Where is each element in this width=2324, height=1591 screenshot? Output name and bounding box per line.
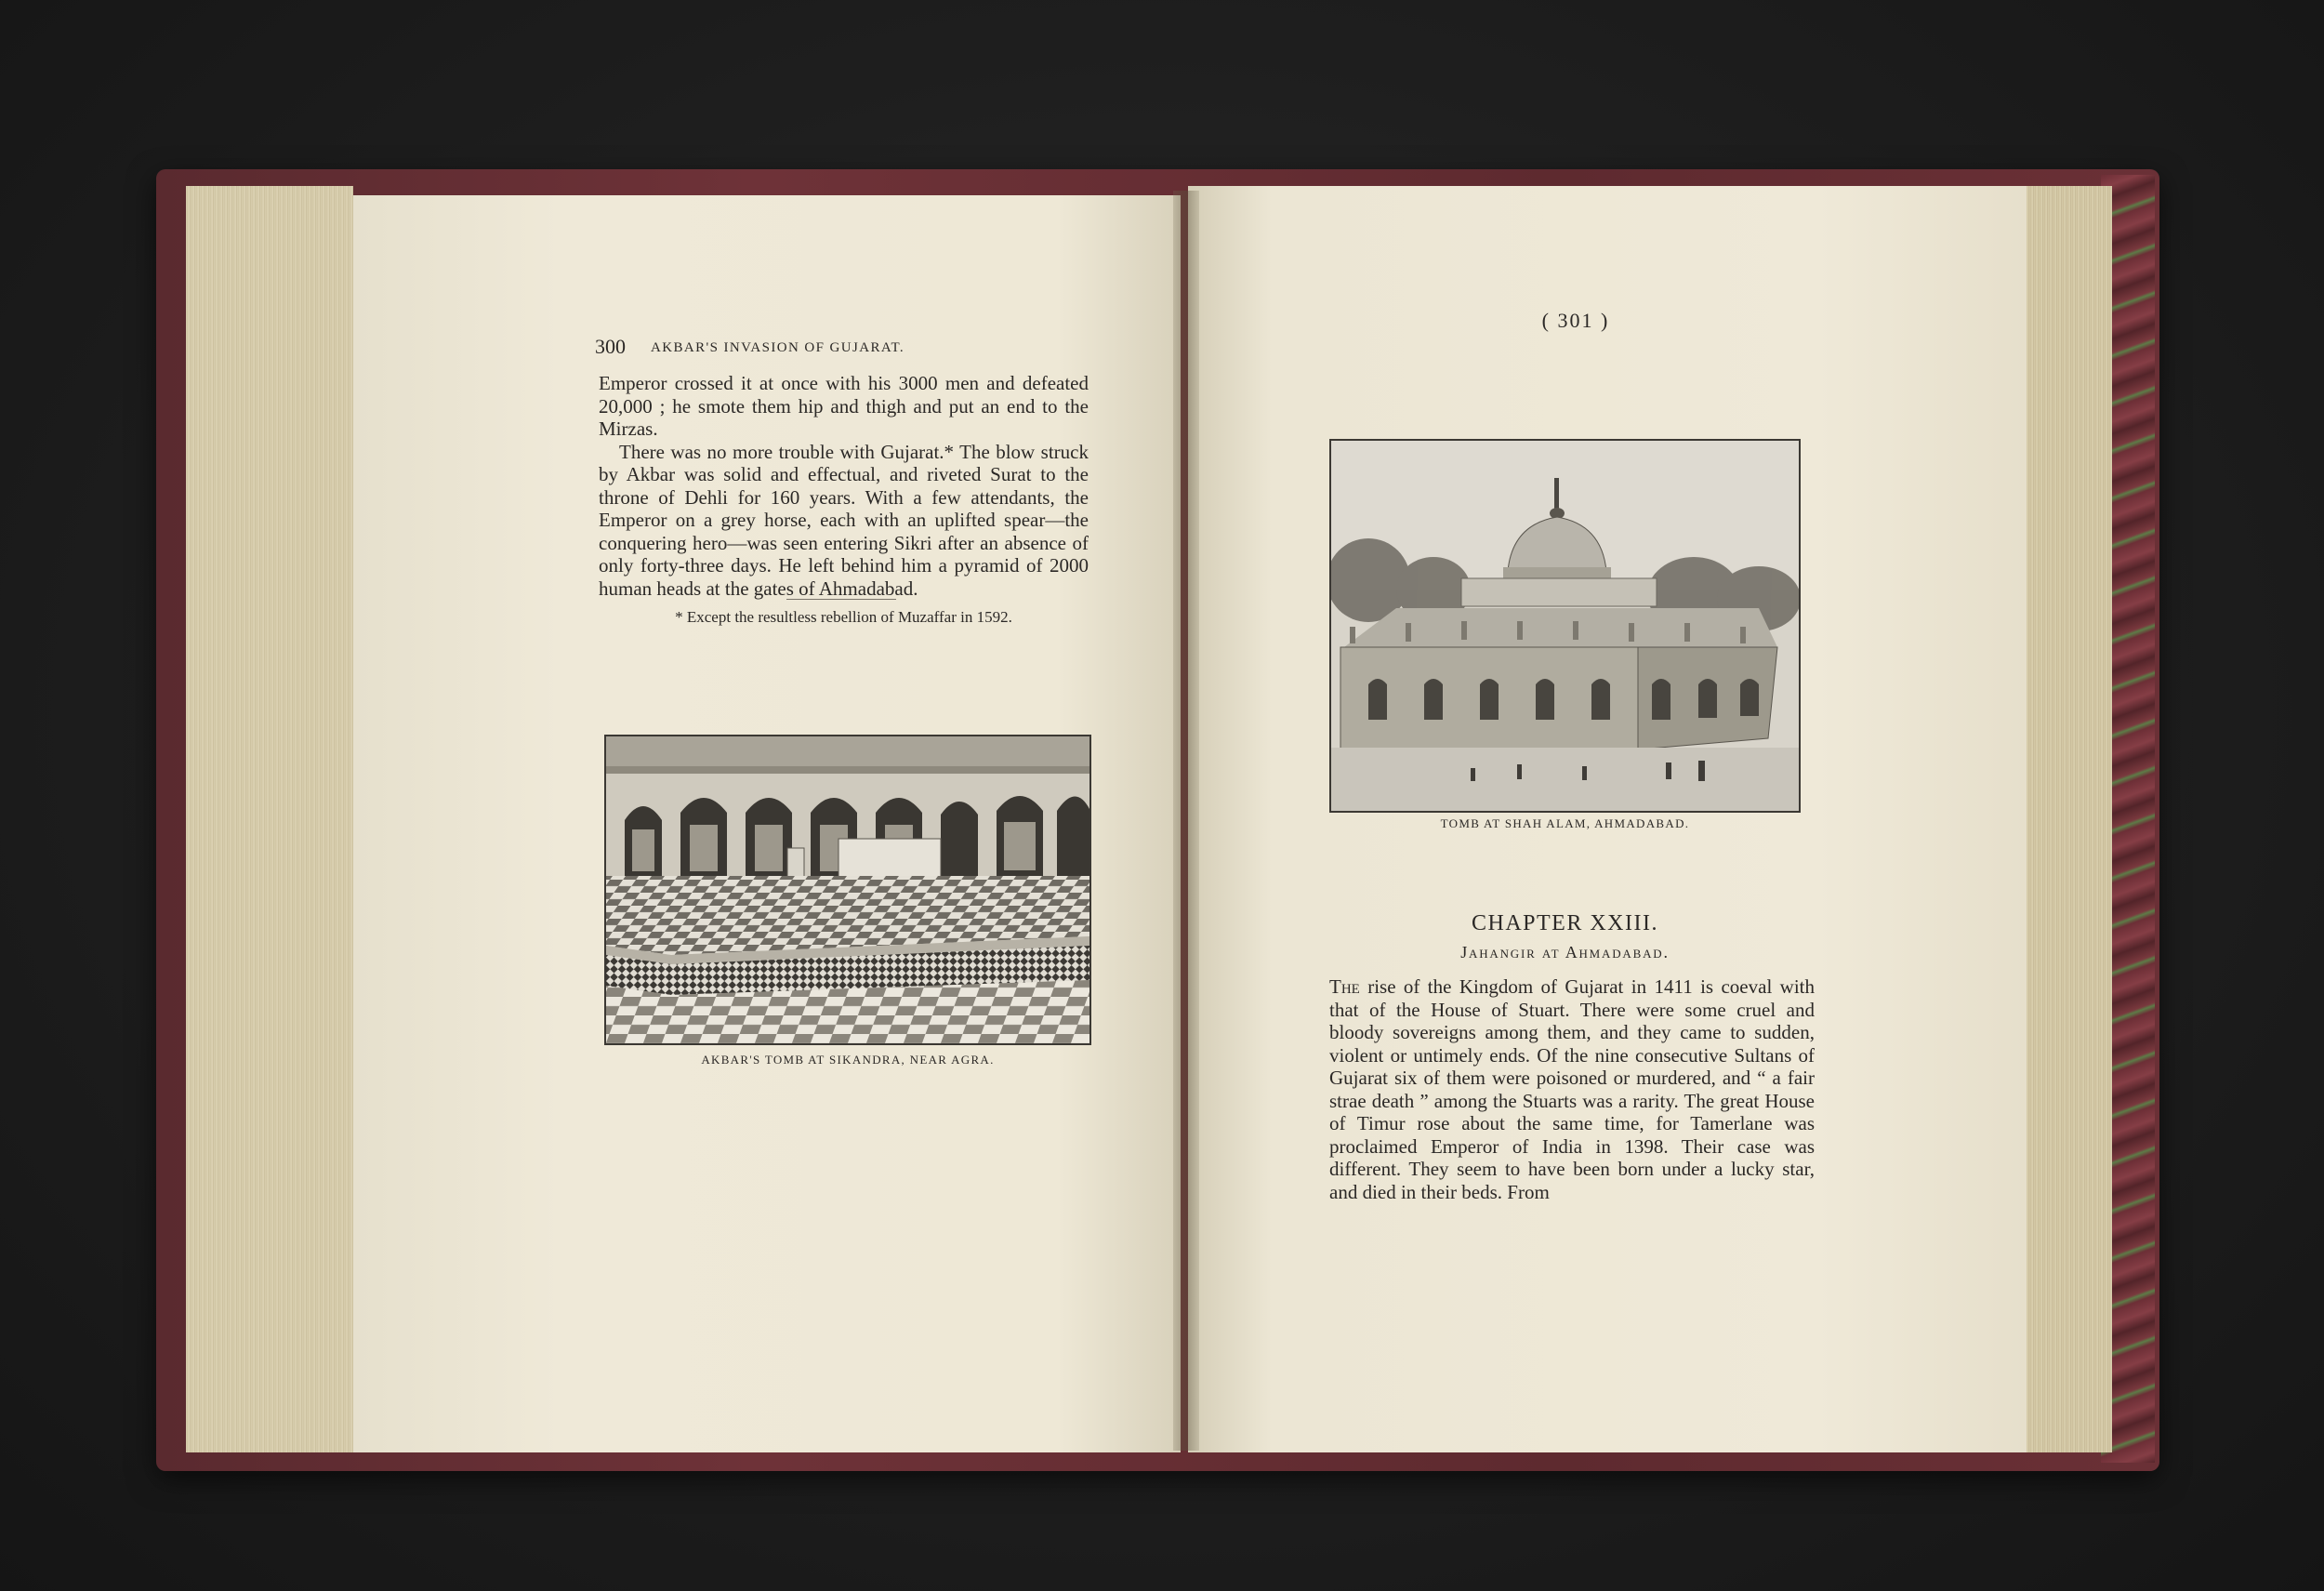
left-page-body — [599, 372, 1089, 600]
left-paragraph-2: There was no more trouble with Gujarat.* The blow struck by Akbar was solid and effectual, and riveted Surat to the throne of Dehli for 160 years. With a few attendants, the Emperor on a grey horse, each with an uplifted spear—the conquering hero—was seen entering Sikri after an absence of only forty-three days. He left behind him a pyramid of 2000 human heads at the gates of Ahmadabad. — [599, 440, 1089, 600]
footnote-rule — [786, 599, 896, 600]
left-paragraph-1: Emperor crossed it at once with his 3000 men and defeated 20,000 ; he smote them hip and thigh and put an end to the Mirzas. — [599, 372, 1089, 440]
akbar-tomb-caption: AKBAR'S TOMB AT SIKANDRA, NEAR AGRA. — [701, 1053, 995, 1067]
shah-alam-tomb-photo — [1329, 439, 1801, 813]
drop-word: The — [1329, 975, 1360, 998]
running-head: AKBAR'S INVASION OF GUJARAT. — [651, 340, 905, 355]
chapter-title: CHAPTER XXIII. — [1472, 911, 1658, 935]
book-gutter — [1173, 191, 1199, 1451]
footnote: * Except the resultless rebellion of Muzaffar in 1592. — [675, 608, 1012, 626]
shah-alam-caption: TOMB AT SHAH ALAM, AHMADABAD. — [1440, 816, 1690, 830]
left-page-edges — [186, 186, 353, 1452]
right-page-number: ( 301 ) — [1541, 309, 1610, 332]
chapter-subtitle: Jahangir at Ahmadabad. — [1460, 943, 1670, 961]
right-body-text: rise of the Kingdom of Gujarat in 1411 is coeval with that of the House of Stuart. There were some cruel and bloody sovereigns among them, and they came to sudden, violent or untimely ends. Of the nine consecutive Sultans of Gujarat six of them were poisoned or murdered, and “ a fair strae death ” among the Stuarts was a rarity. The great House of Timur rose about the same time, for Tamerlane was proclaimed Emperor of India in 1398. Their case was different. They seem to have been born under a lucky star, and died in their beds. From — [1329, 975, 1815, 1203]
left-page-number: 300 — [595, 335, 626, 358]
akbar-tomb-photo — [604, 735, 1091, 1045]
right-page-edges — [2025, 186, 2112, 1452]
right-page-body — [1329, 975, 1815, 1203]
